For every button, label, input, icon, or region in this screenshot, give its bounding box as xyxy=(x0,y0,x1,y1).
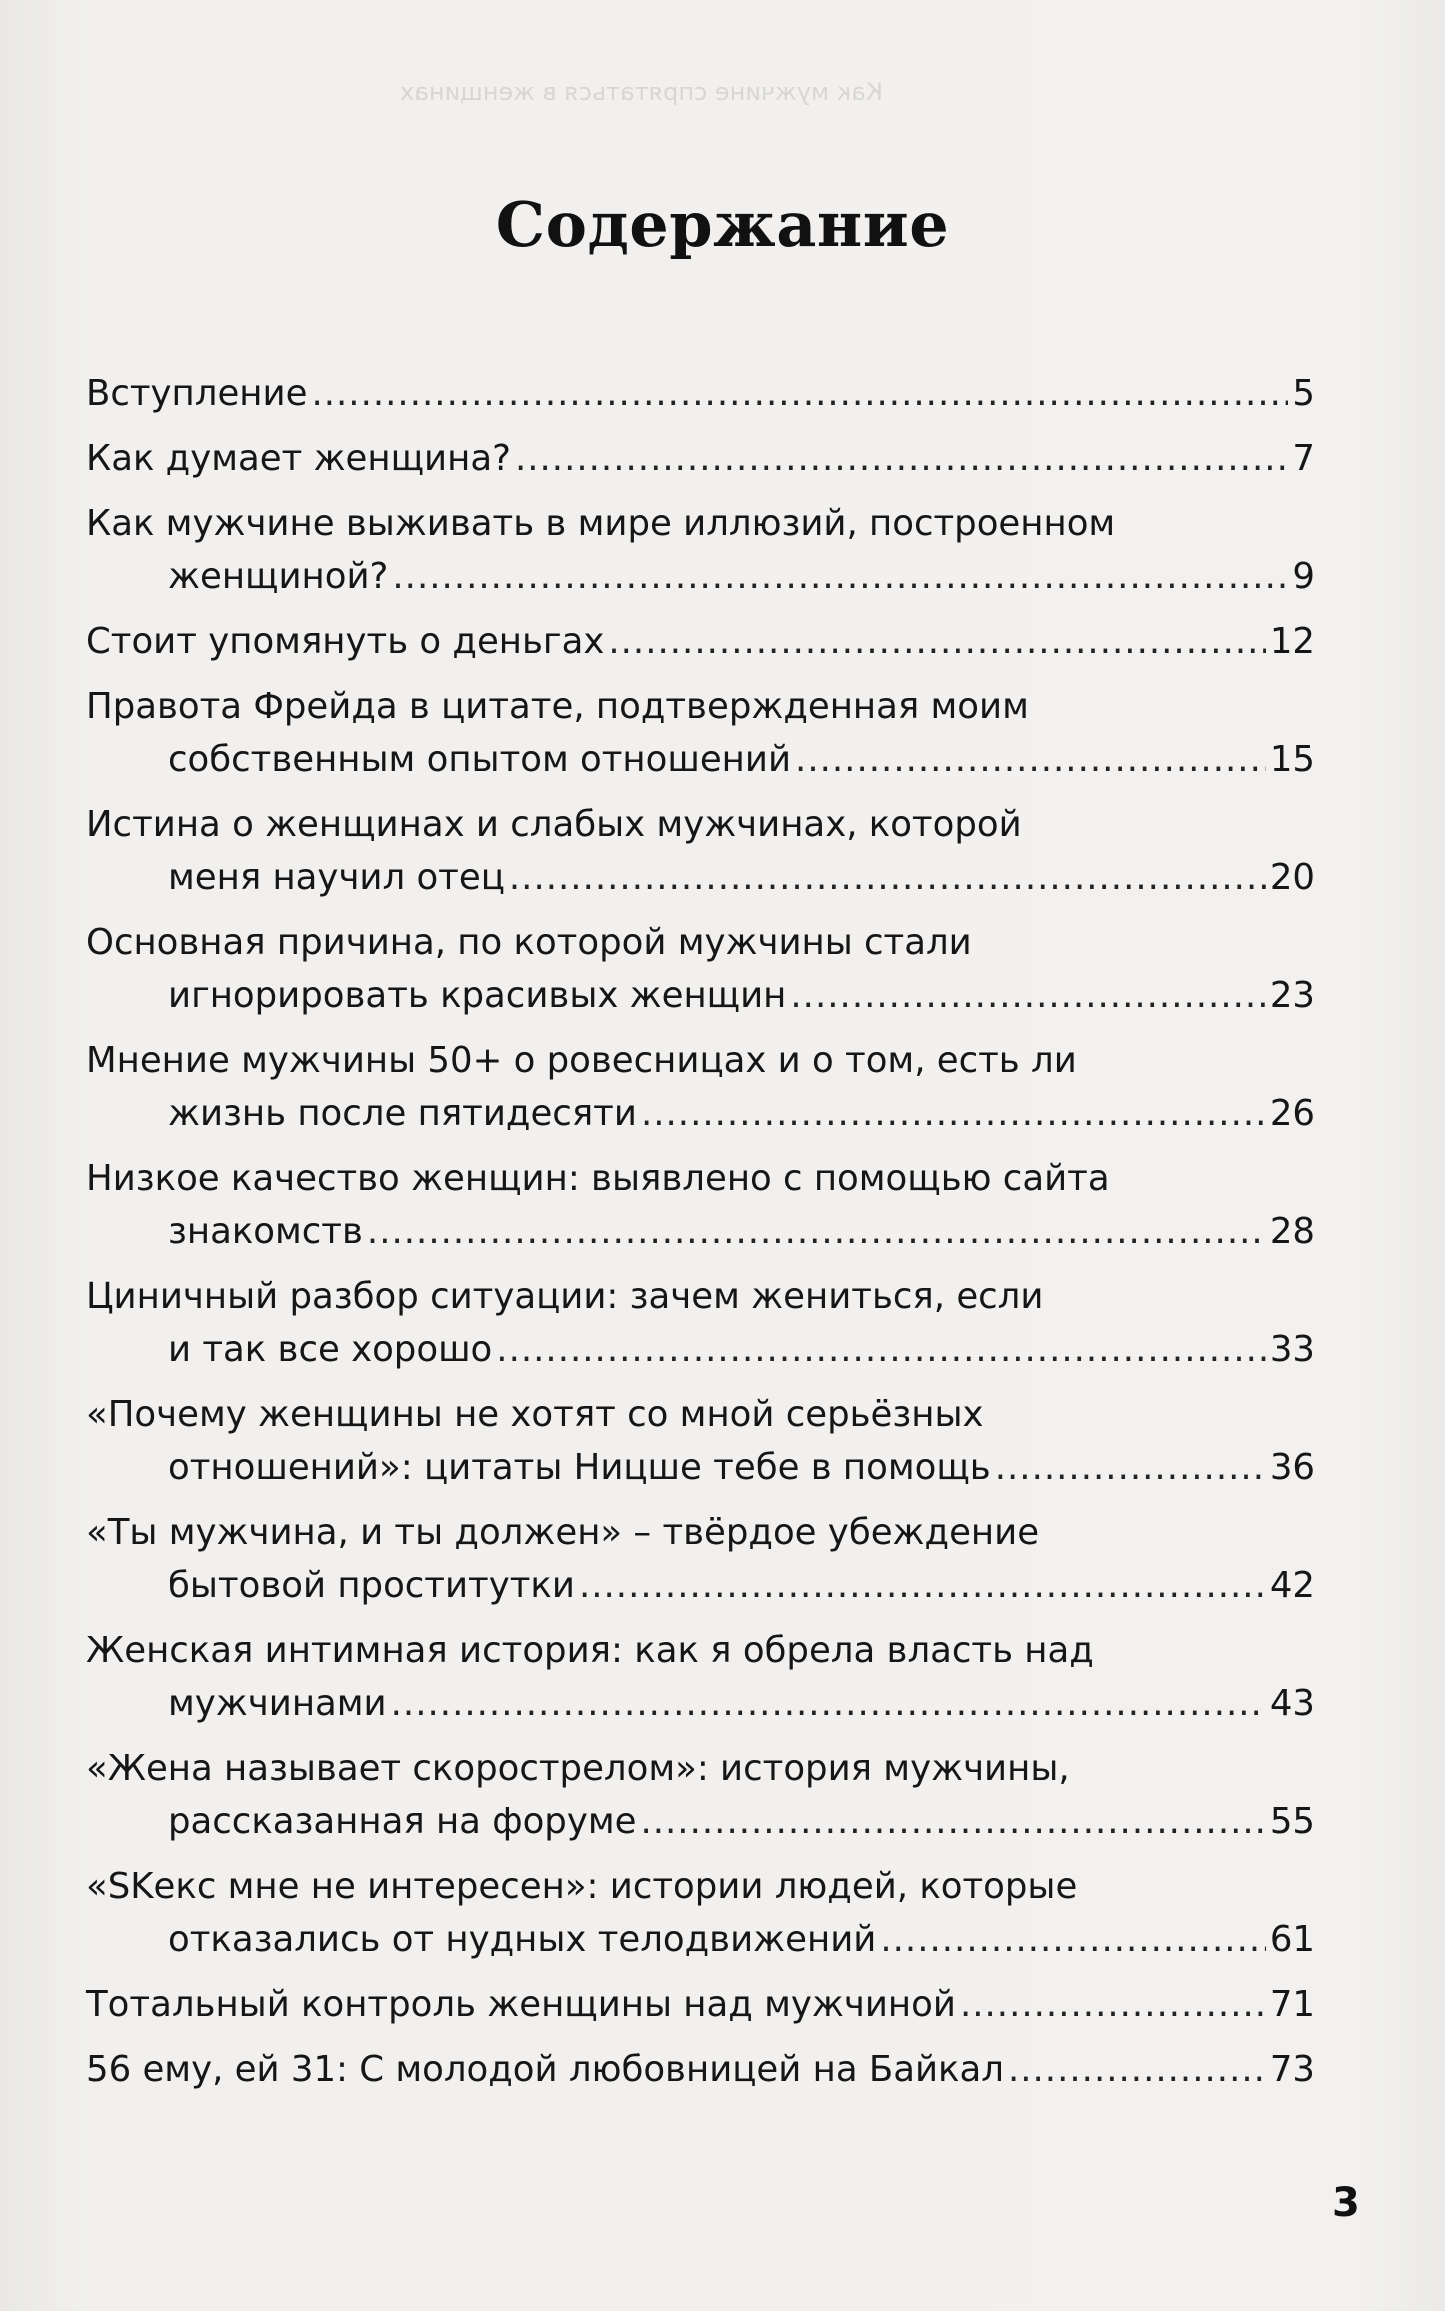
toc-entry-line xyxy=(86,1559,1315,1612)
toc-entry xyxy=(86,2043,1315,2096)
toc-entry-line xyxy=(86,916,1315,969)
running-head-bleed-through: Как мужчине спрятаться в женщинах xyxy=(400,78,883,106)
dot-leader xyxy=(880,1913,1265,1966)
dot-leader xyxy=(391,1677,1266,1730)
toc-entry-line xyxy=(86,733,1315,786)
toc-page-number: 7 xyxy=(1292,438,1315,479)
toc-entry-line xyxy=(86,1034,1315,1087)
toc-entry-title: Как думает женщина? xyxy=(86,438,511,479)
toc-entry-title: жизнь после пятидесяти xyxy=(168,1093,637,1134)
toc-page-number: 12 xyxy=(1269,621,1315,662)
toc-entry-title: бытовой проститутки xyxy=(168,1565,575,1606)
toc-entry-line xyxy=(86,1860,1315,1913)
toc-entry xyxy=(86,680,1315,786)
toc-page-number: 9 xyxy=(1292,556,1315,597)
dot-leader xyxy=(515,432,1288,485)
toc-entry xyxy=(86,1978,1315,2031)
toc-entry-line xyxy=(86,1270,1315,1323)
dot-leader xyxy=(367,1205,1266,1258)
toc-entry-title: меня научил отец xyxy=(168,857,505,898)
toc-page-number: 33 xyxy=(1269,1329,1315,1370)
toc-entry xyxy=(86,1506,1315,1612)
toc-entry xyxy=(86,615,1315,668)
toc-entry-title: отношений»: цитаты Ницше тебе в помощь xyxy=(168,1447,991,1488)
toc-entry-title: Как мужчине выживать в мире иллюзий, построенном xyxy=(86,503,1116,544)
toc-entry-title: собственным опытом отношений xyxy=(168,739,792,780)
toc-entry-line xyxy=(86,432,1315,485)
toc-entry-line xyxy=(86,1742,1315,1795)
toc-page-number: 73 xyxy=(1269,2049,1315,2090)
toc-page-number: 15 xyxy=(1269,739,1315,780)
dot-leader xyxy=(995,1441,1266,1494)
toc-entry-line xyxy=(86,550,1315,603)
toc-page-number: 28 xyxy=(1269,1211,1315,1252)
dot-leader xyxy=(496,1323,1266,1376)
toc-page-number: 55 xyxy=(1269,1801,1315,1842)
toc-entry-title: «Почему женщины не хотят со мной серьёзных xyxy=(86,1394,984,1435)
dot-leader xyxy=(641,1087,1266,1140)
toc-entry-title: рассказанная на форуме xyxy=(168,1801,637,1842)
toc-entry xyxy=(86,1388,1315,1494)
toc-entry xyxy=(86,1624,1315,1730)
toc-entry-title: «SKекс мне не интересен»: истории людей, которые xyxy=(86,1866,1078,1907)
toc-entry-line xyxy=(86,1087,1315,1140)
toc-entry xyxy=(86,432,1315,485)
toc-entry-title: Низкое качество женщин: выявлено с помощью сайта xyxy=(86,1158,1110,1199)
dot-leader xyxy=(579,1559,1266,1612)
toc-entry-title: Мнение мужчины 50+ о ровесницах и о том, есть ли xyxy=(86,1040,1077,1081)
toc-entry xyxy=(86,798,1315,904)
toc-entry-title: и так все хорошо xyxy=(168,1329,493,1370)
dot-leader xyxy=(311,367,1288,420)
toc-entry xyxy=(86,1270,1315,1376)
toc-entry-line xyxy=(86,2043,1315,2096)
dot-leader xyxy=(795,733,1266,786)
toc-entry-line xyxy=(86,680,1315,733)
toc-entry-title: женщиной? xyxy=(168,556,389,597)
toc-entry-title: Женская интимная история: как я обрела власть над xyxy=(86,1630,1094,1671)
toc-entry-title: Тотальный контроль женщины над мужчиной xyxy=(86,1984,956,2025)
toc-entry-title: Основная причина, по которой мужчины стали xyxy=(86,922,972,963)
toc-page-number: 23 xyxy=(1269,975,1315,1016)
toc-entry-line xyxy=(86,798,1315,851)
toc-page-number: 5 xyxy=(1292,373,1315,414)
toc-entry-line xyxy=(86,615,1315,668)
toc-entry-line xyxy=(86,1388,1315,1441)
toc-entry-line xyxy=(86,1441,1315,1494)
dot-leader xyxy=(392,550,1288,603)
toc-entry-line xyxy=(86,1677,1315,1730)
toc-entry-line xyxy=(86,1624,1315,1677)
toc-page-number: 43 xyxy=(1269,1683,1315,1724)
toc-entry-title: Стоит упомянуть о деньгах xyxy=(86,621,605,662)
toc-entry xyxy=(86,916,1315,1022)
dot-leader xyxy=(608,615,1265,668)
toc-entry xyxy=(86,497,1315,603)
page-title: Содержание xyxy=(495,188,950,261)
toc-entry-line xyxy=(86,497,1315,550)
dot-leader xyxy=(960,1978,1266,2031)
toc-entry-title: Истина о женщинах и слабых мужчинах, которой xyxy=(86,804,1022,845)
table-of-contents xyxy=(86,367,1315,2108)
toc-page-number: 42 xyxy=(1269,1565,1315,1606)
toc-entry-line xyxy=(86,1795,1315,1848)
toc-entry-title: «Жена называет скорострелом»: история мужчины, xyxy=(86,1748,1070,1789)
dot-leader xyxy=(640,1795,1265,1848)
toc-entry-line xyxy=(86,367,1315,420)
toc-entry xyxy=(86,367,1315,420)
toc-entry-line xyxy=(86,1506,1315,1559)
toc-entry xyxy=(86,1034,1315,1140)
toc-entry-title: мужчинами xyxy=(168,1683,387,1724)
toc-entry-title: 56 ему, ей 31: С молодой любовницей на Байкал xyxy=(86,2049,1004,2090)
toc-entry-title: знакомств xyxy=(168,1211,363,1252)
toc-page-number: 61 xyxy=(1269,1919,1315,1960)
toc-entry-title: «Ты мужчина, и ты должен» – твёрдое убеждение xyxy=(86,1512,1040,1553)
toc-entry xyxy=(86,1742,1315,1848)
toc-entry-title: Циничный разбор ситуации: зачем жениться, если xyxy=(86,1276,1044,1317)
toc-page-number: 26 xyxy=(1269,1093,1315,1134)
toc-entry-title: отказались от нудных телодвижений xyxy=(168,1919,877,1960)
toc-entry-line xyxy=(86,1323,1315,1376)
dot-leader xyxy=(1008,2043,1266,2096)
page-number: 3 xyxy=(1332,2180,1360,2226)
toc-page-number: 20 xyxy=(1269,857,1315,898)
toc-page-number: 71 xyxy=(1269,1984,1315,2025)
toc-entry xyxy=(86,1860,1315,1966)
toc-entry-line xyxy=(86,1913,1315,1966)
toc-entry-line xyxy=(86,1205,1315,1258)
toc-page-number: 36 xyxy=(1269,1447,1315,1488)
toc-entry-line xyxy=(86,1978,1315,2031)
toc-entry-line xyxy=(86,969,1315,1022)
dot-leader xyxy=(509,851,1266,904)
toc-entry-title: Правота Фрейда в цитате, подтвержденная моим xyxy=(86,686,1029,727)
toc-entry-line xyxy=(86,851,1315,904)
dot-leader xyxy=(790,969,1265,1022)
toc-entry-title: игнорировать красивых женщин xyxy=(168,975,787,1016)
toc-entry xyxy=(86,1152,1315,1258)
toc-entry-line xyxy=(86,1152,1315,1205)
toc-entry-title: Вступление xyxy=(86,373,308,414)
